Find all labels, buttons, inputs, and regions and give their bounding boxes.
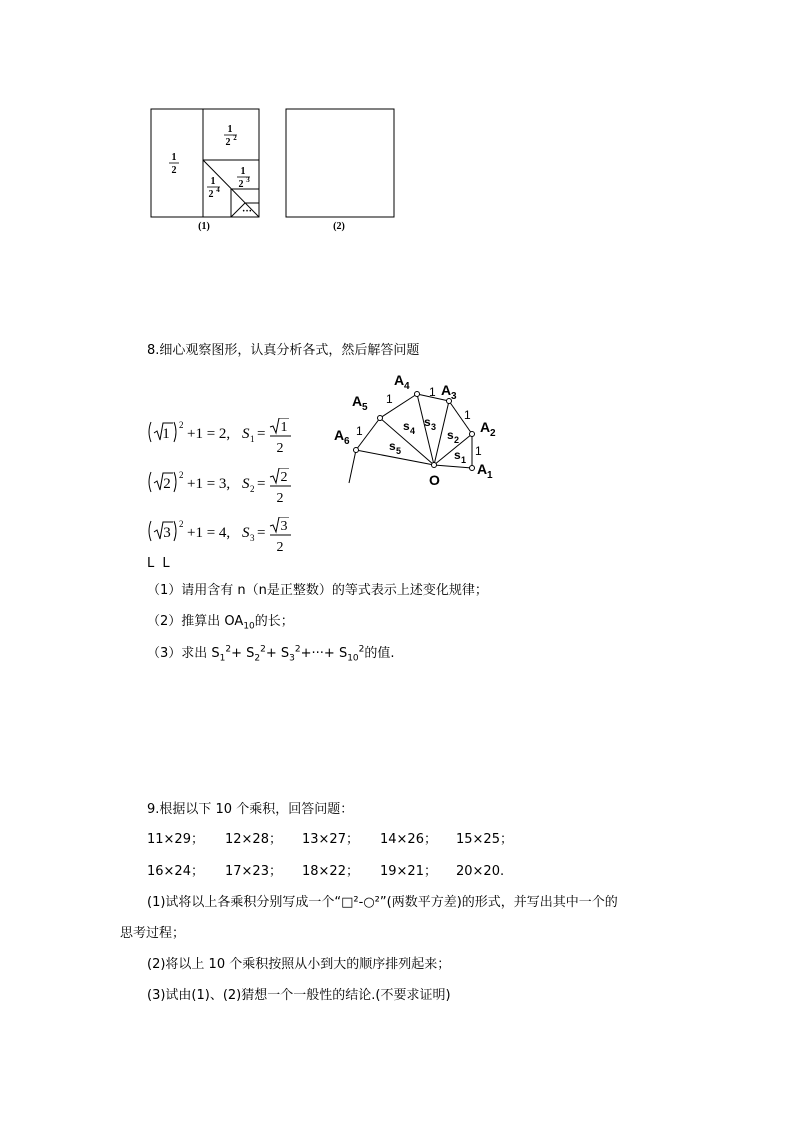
product-item: 14×26； bbox=[380, 832, 437, 847]
svg-text:2: 2 bbox=[179, 519, 184, 529]
question-9-part-1: (1)试将以上各乘积分别写成一个“□²-○²”(两数平方差)的形式，并写出其中一个的 bbox=[147, 895, 618, 910]
label-A1: A bbox=[477, 461, 488, 477]
length-one: 1 bbox=[464, 408, 471, 422]
part-3-text-end: 的值. bbox=[364, 646, 395, 661]
product-item: 16×24； bbox=[147, 864, 204, 879]
region-s3-sub: 3 bbox=[431, 422, 437, 432]
product-item: 13×27； bbox=[302, 832, 359, 847]
eq2-radicand: 2 bbox=[163, 476, 171, 492]
eq1-rhs: +1 = 2, bbox=[187, 426, 231, 442]
question-8-part-3 bbox=[147, 646, 395, 662]
part-3-sup: 2 bbox=[294, 644, 301, 655]
fraction-half-denominator: 2 bbox=[171, 165, 177, 176]
part-3-sup: 2 bbox=[260, 644, 266, 655]
fraction-eighth-exponent: 3 bbox=[246, 176, 250, 184]
ellipsis-dots: ··· bbox=[241, 206, 253, 217]
region-s4: s bbox=[403, 419, 410, 433]
part-3-text: + S bbox=[231, 646, 255, 661]
eq2-num: 2 bbox=[280, 470, 288, 485]
eq1-s-sub: 1 bbox=[250, 434, 255, 444]
label-A3: A bbox=[441, 382, 452, 398]
part-3-sub: 2 bbox=[254, 653, 261, 664]
part-3-sub: 1 bbox=[219, 653, 226, 664]
figure-2-caption: (2) bbox=[333, 221, 345, 232]
square-partition-figure bbox=[140, 100, 410, 240]
region-s2-sub: 2 bbox=[454, 435, 460, 445]
eq3-rhs: +1 = 4, bbox=[187, 525, 231, 541]
label-A6-sub: 6 bbox=[344, 436, 350, 447]
part-2-sub: 10 bbox=[243, 621, 255, 632]
region-s1: s bbox=[454, 448, 461, 462]
eq3-s: S bbox=[242, 525, 250, 541]
part-2-text: （2）推算出 OA bbox=[147, 614, 244, 629]
product-item: 19×21； bbox=[380, 864, 437, 879]
product-item: 11×29； bbox=[147, 832, 204, 847]
figure-1-caption: (1) bbox=[198, 221, 210, 232]
product-item: 17×23； bbox=[225, 864, 282, 879]
eq2-s: S bbox=[242, 476, 250, 492]
svg-text:=: = bbox=[257, 525, 266, 541]
product-item: 12×28； bbox=[225, 832, 282, 847]
svg-text:2: 2 bbox=[179, 470, 184, 480]
label-A2-sub: 2 bbox=[490, 428, 496, 439]
fraction-half-numerator: 1 bbox=[171, 152, 177, 163]
fraction-sixteenth-numerator: 1 bbox=[210, 176, 216, 187]
part-3-text: （3）求出 S bbox=[147, 646, 220, 661]
question-9-part-1-cont: 思考过程； bbox=[120, 926, 186, 941]
part-3-sup: 2 bbox=[358, 644, 365, 655]
question-8-part-2 bbox=[147, 614, 294, 630]
eq3-radicand: 3 bbox=[163, 525, 171, 541]
label-A2: A bbox=[480, 419, 491, 435]
label-A6: A bbox=[334, 427, 345, 443]
eq2-rhs: +1 = 3, bbox=[187, 476, 231, 492]
question-9-title: 9.根据以下 10 个乘积，回答问题： bbox=[147, 802, 354, 817]
eq1-num: 1 bbox=[280, 420, 288, 435]
fraction-eighth-denominator: 2 bbox=[238, 179, 244, 190]
eq2-s-sub: 2 bbox=[250, 484, 255, 494]
svg-text:=: = bbox=[257, 476, 266, 492]
region-s2: s bbox=[447, 428, 454, 442]
label-O: O bbox=[429, 472, 440, 488]
length-one: 1 bbox=[356, 424, 363, 438]
region-s3: s bbox=[424, 415, 431, 429]
fraction-quarter-numerator: 1 bbox=[227, 124, 233, 135]
svg-text:=: = bbox=[257, 426, 266, 442]
part-3-text: + S bbox=[265, 646, 290, 661]
product-item: 18×22； bbox=[302, 864, 359, 879]
spiral-triangle-diagram bbox=[330, 368, 510, 493]
region-s5: s bbox=[389, 439, 396, 453]
label-A5-sub: 5 bbox=[362, 402, 368, 413]
eq1-den: 2 bbox=[276, 441, 284, 456]
length-one: 1 bbox=[429, 385, 436, 399]
part-3-sup: 2 bbox=[225, 644, 232, 655]
length-one: 1 bbox=[475, 444, 482, 458]
fraction-quarter-denominator: 2 bbox=[225, 137, 231, 148]
label-A3-sub: 3 bbox=[451, 391, 457, 402]
eq2-den: 2 bbox=[276, 491, 284, 506]
region-s4-sub: 4 bbox=[410, 426, 416, 436]
region-s1-sub: 1 bbox=[461, 455, 467, 465]
length-one: 1 bbox=[386, 392, 393, 406]
region-s5-sub: 5 bbox=[396, 446, 402, 456]
label-A4-sub: 4 bbox=[404, 381, 410, 392]
question-8-title: 8.细心观察图形，认真分析各式，然后解答问题 bbox=[147, 343, 420, 358]
part-3-sub: 10 bbox=[347, 653, 359, 664]
eq3-num: 3 bbox=[280, 519, 288, 534]
fraction-sixteenth-denominator: 2 bbox=[208, 189, 214, 200]
fraction-eighth-numerator: 1 bbox=[240, 166, 246, 177]
svg-text:2: 2 bbox=[179, 420, 184, 430]
eq3-den: 2 bbox=[276, 540, 284, 555]
label-A4: A bbox=[394, 372, 405, 388]
part-2-text-end: 的长； bbox=[254, 614, 294, 629]
label-A5: A bbox=[352, 393, 363, 409]
equation-ellipsis: L L bbox=[147, 556, 172, 571]
question-9-part-3: (3)试由(1)、(2)猜想一个一般性的结论.(不要求证明) bbox=[147, 988, 451, 1003]
fraction-sixteenth-exponent: 4 bbox=[216, 186, 220, 194]
fraction-quarter-exponent: 2 bbox=[233, 134, 237, 142]
question-8-part-1: （1）请用含有 n（n是正整数）的等式表示上述变化规律； bbox=[147, 583, 488, 598]
part-3-text: +···+ S bbox=[300, 646, 348, 661]
label-A1-sub: 1 bbox=[487, 470, 493, 481]
eq3-s-sub: 3 bbox=[250, 533, 255, 543]
question-9-part-2: (2)将以上 10 个乘积按照从小到大的顺序排列起来； bbox=[147, 957, 451, 972]
product-item: 20×20. bbox=[456, 864, 505, 879]
eq1-radicand: 1 bbox=[162, 426, 170, 442]
product-item: 15×25； bbox=[456, 832, 513, 847]
part-3-sub: 3 bbox=[289, 653, 295, 664]
eq1-s: S bbox=[242, 426, 250, 442]
